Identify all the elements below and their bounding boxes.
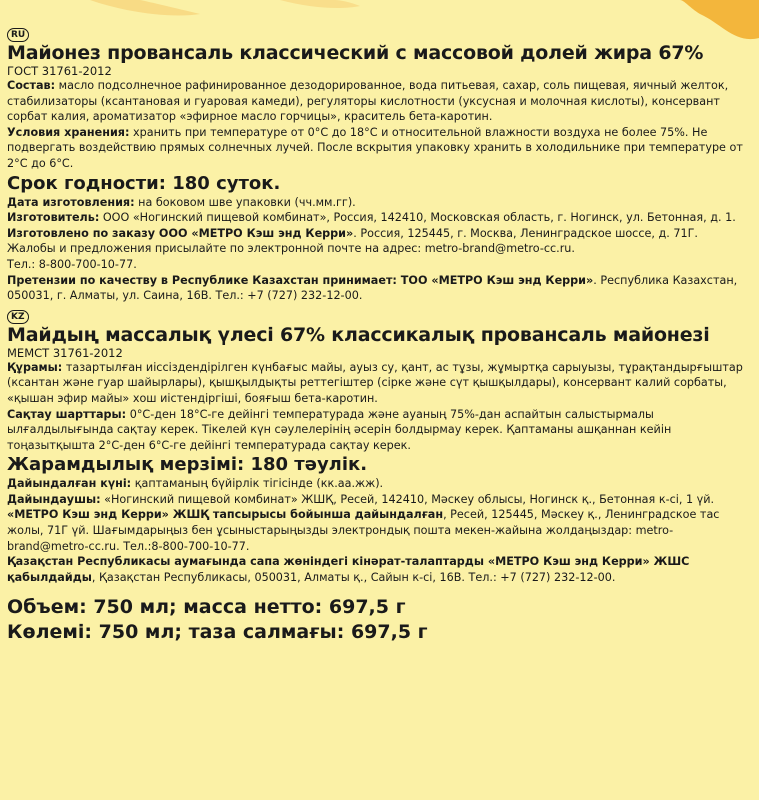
ru-claims-text: . Республика Казахстан, 050031, г. Алматы, ул. Саина, 16В. Тел.: +7 (727) 232-12-00. — [7, 273, 738, 303]
kz-ordered-by-label: «МЕТРО Кэш энд Керри» ЖШҚ тапсырысы бойынша дайындалған — [7, 508, 444, 522]
ru-complaints: Жалобы и предложения присылайте по электронной почте на адрес: metro-brand@metro-cc.ru. — [7, 242, 575, 256]
kz-composition — [7, 360, 751, 407]
ru-composition — [7, 78, 751, 125]
ru-claims-label: Претензии по качеству в Республике Казахстан принимает: ТОО «МЕТРО Кэш энд Керри» — [7, 273, 594, 287]
kz-claims-text: , Қазақстан Республикасы, 050031, Алматы қ., Сайын к-сі, 16В. Тел.: +7 (727) 232-12-00. — [91, 570, 616, 584]
ru-manufacture-date — [7, 195, 751, 211]
ru-manufacture-date-text: на боковом шве упаковки (чч.мм.гг). — [134, 195, 356, 209]
kz-ordered-by-text: , Ресей, 125445, Мәскеу қ., Ленинградское тас жолы, 71Г үй. Шағымдарыңыз бен ұсыныстарыңызды электрондық пошта мекен-жайына жолдаңыздар: metro-brand@metro-cc.ru. Тел.:8-800-700-10-77. — [7, 508, 720, 553]
ru-manufacturer-text: ООО «Ногинский пищевой комбинат», Россия, 142410, Московская область, г. Ногинск, ул. Бетонная, д. 1. — [99, 211, 736, 225]
ru-manufacturer-label: Изготовитель: — [7, 211, 100, 225]
kz-claims-label: Қазақстан Республикасы аумағында сапа жөніндегі кінәрат-талаптарды «МЕТРО Кэш энд Керри» ЖШС қабылдайды — [7, 555, 690, 584]
kz-product-title: Майдың массалық үлесі 67% классикалық провансаль майонезі — [7, 323, 710, 346]
ru-ordered-by-text: . Россия, 125445, г. Москва, Ленинградское шоссе, д. 71Г. — [353, 226, 698, 240]
ru-storage — [7, 125, 751, 172]
ru-manufacture-date-label: Дата изготовления: — [7, 195, 135, 209]
kz-claims — [7, 554, 751, 585]
ru-storage-label: Условия хранения: — [7, 125, 130, 139]
kz-storage — [7, 407, 751, 454]
kz-manufacturer — [7, 492, 751, 508]
kz-section — [7, 304, 751, 586]
ru-standard: ГОСТ 31761-2012 — [7, 64, 112, 78]
kz-storage-text: 0°С-ден 18°С-ге дейінгі температурада және ауаның 75%-дан аспайтын салыстырмалы ылғалдылығында сақтау керек. Тікелей күн сәулелерінің әсерін болдырмау керек. Қаптаманы ашқаннан кейін тоңазытқышта 2°С-ден 6°С-ге дейінгі температурада сақтау керек. — [7, 407, 672, 452]
kz-manufacturer-text: «Ногинский пищевой комбинат» ЖШҚ, Ресей, 142410, Мәскеу облысы, Ногинск қ., Бетонная к-сі, 1 үй. — [100, 492, 715, 506]
volume-kz: Көлемі: 750 мл; таза салмағы: 697,5 г — [7, 621, 428, 644]
ru-phone: Тел.: 8-800-700-10-77. — [7, 257, 137, 271]
kz-manufacture-date — [7, 476, 751, 492]
ru-manufacturer — [7, 210, 751, 226]
ru-section — [7, 22, 751, 304]
ru-product-title: Майонез провансаль классический с массовой долей жира 67% — [7, 42, 704, 64]
kz-composition-text: тазартылған иіссіздендірілген күнбағыс майы, ауыз су, қант, ас тұзы, жұмыртқа сарыуызы, тұрақтандырғыштар (ксантан және гуар шайырлары), қышқылдықты реттегіштер (сірке және сүт қышқылдары), консервант калий сорбаты, «қышан эфир майы» хош иістендіргіші, бояғыш бета-каротин. — [7, 360, 743, 405]
kz-storage-label: Сақтау шарттары: — [7, 407, 127, 421]
kz-standard: МЕМСТ 31761-2012 — [7, 345, 123, 360]
kz-manufacture-date-label: Дайындалған күні: — [7, 477, 132, 491]
ru-composition-label: Состав: — [7, 79, 56, 92]
kz-shelf-life: Жарамдылық мерзімі: 180 тәулік. — [7, 454, 368, 476]
ru-ordered-by — [7, 226, 751, 242]
ru-ordered-by-label: Изготовлено по заказу ООО «МЕТРО Кэш энд Керри» — [7, 226, 354, 240]
volume-ru: Объем: 750 мл; масса нетто: 697,5 г — [7, 596, 406, 619]
ru-shelf-life: Срок годности: 180 суток. — [7, 172, 281, 194]
ru-composition-text: масло подсолнечное рафинированное дезодорированное, вода питьевая, сахар, соль пищевая, яичный желток, стабилизаторы (ксантановая и гуаровая камеди), регуляторы кислотности (уксусная и молочная кислоты), консервант сорбат калия, ароматизатор «эфирное масло горчицы», краситель бета-каротин. — [7, 79, 729, 124]
kz-manufacturer-label: Дайындаушы: — [7, 492, 101, 506]
ru-claims — [7, 273, 751, 304]
label-content — [7, 22, 751, 645]
lang-badge-kz: KZ — [7, 310, 29, 324]
kz-manufacture-date-text: қаптаманың бүйірлік тігісінде (кк.аа.жж). — [131, 477, 384, 491]
volume-section — [7, 595, 751, 645]
ru-storage-text: хранить при температуре от 0°С до 18°С и относительной влажности воздуха не более 75%. Не подвергать воздействию прямых солнечных лучей. После вскрытия упаковку хранить в холодильнике при температуре от 2°С до 6°С. — [7, 125, 743, 170]
lang-badge-ru: RU — [7, 28, 29, 42]
kz-composition-label: Құрамы: — [7, 360, 63, 374]
kz-ordered-by — [7, 507, 751, 554]
